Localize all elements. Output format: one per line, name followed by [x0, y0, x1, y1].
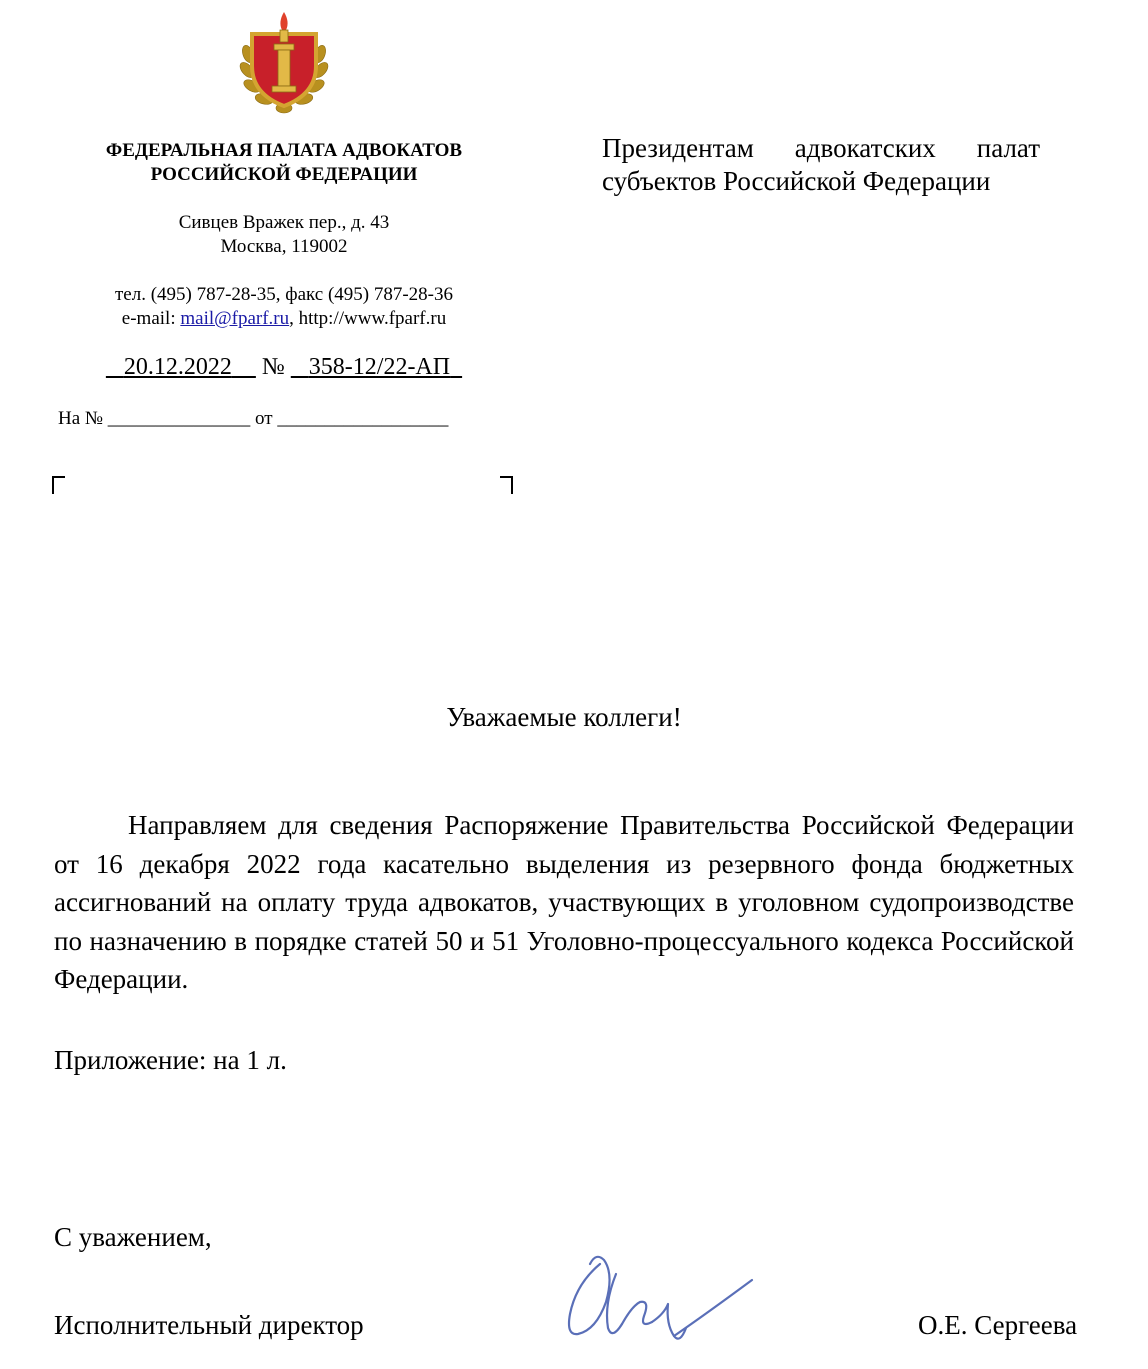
- signer-name: О.Е. Сергеева: [918, 1310, 1078, 1340]
- registration-number-sign: №: [261, 354, 285, 380]
- phone-fax: тел. (495) 787-28-35, факс (495) 787-28-36: [114, 284, 454, 305]
- addressee-line2: субъектов Российской Федерации: [602, 166, 991, 196]
- organization-name-line2: РОССИЙСКОЙ ФЕДЕРАЦИИ: [150, 164, 418, 185]
- reference-line: На № _______________ от __________________: [58, 408, 449, 429]
- registration-line: [60, 352, 508, 382]
- attachment-note: Приложение: на 1 л.: [54, 1045, 287, 1075]
- subject-bracket-left: [52, 476, 65, 494]
- email-label: e-mail:: [121, 308, 181, 329]
- website-text: , http://www.fparf.ru: [289, 308, 447, 329]
- subject-bracket-right: [500, 476, 513, 494]
- salutation: Уважаемые коллеги!: [446, 702, 682, 732]
- registration-date: 20.12.2022: [123, 354, 232, 380]
- email-link[interactable]: mail@fparf.ru: [180, 308, 290, 329]
- handwritten-signature: [556, 1244, 756, 1356]
- addressee-line1: Президентам адвокатских палат: [602, 133, 1040, 163]
- email-website: [60, 307, 508, 331]
- signer-position: Исполнительный директор: [54, 1310, 364, 1340]
- reference-number-label: На №: [58, 408, 104, 429]
- address-street: Сивцев Вражек пер., д. 43: [178, 212, 390, 233]
- registration-number: 358-12/22-АП: [308, 354, 451, 380]
- addressee: [602, 132, 1040, 198]
- organization-name-line1: ФЕДЕРАЛЬНАЯ ПАЛАТА АДВОКАТОВ: [105, 140, 463, 161]
- address-city: Москва, 119002: [220, 236, 348, 257]
- letter-body: Направляем для сведения Распоряжение Правительства Российской Федерации от 16 декабря 2022 года касательно выделения из резервного фонда бюджетных ассигнований на оплату труда адвокатов, участвующих в уголовном судопроизводстве по назначению в порядке статей 50 и 51 Уголовно-процессуального кодекса Российской Федерации.: [54, 810, 1074, 994]
- closing: С уважением,: [54, 1222, 212, 1252]
- reference-from-label: от: [255, 408, 273, 429]
- fpa-emblem-icon: [238, 4, 330, 116]
